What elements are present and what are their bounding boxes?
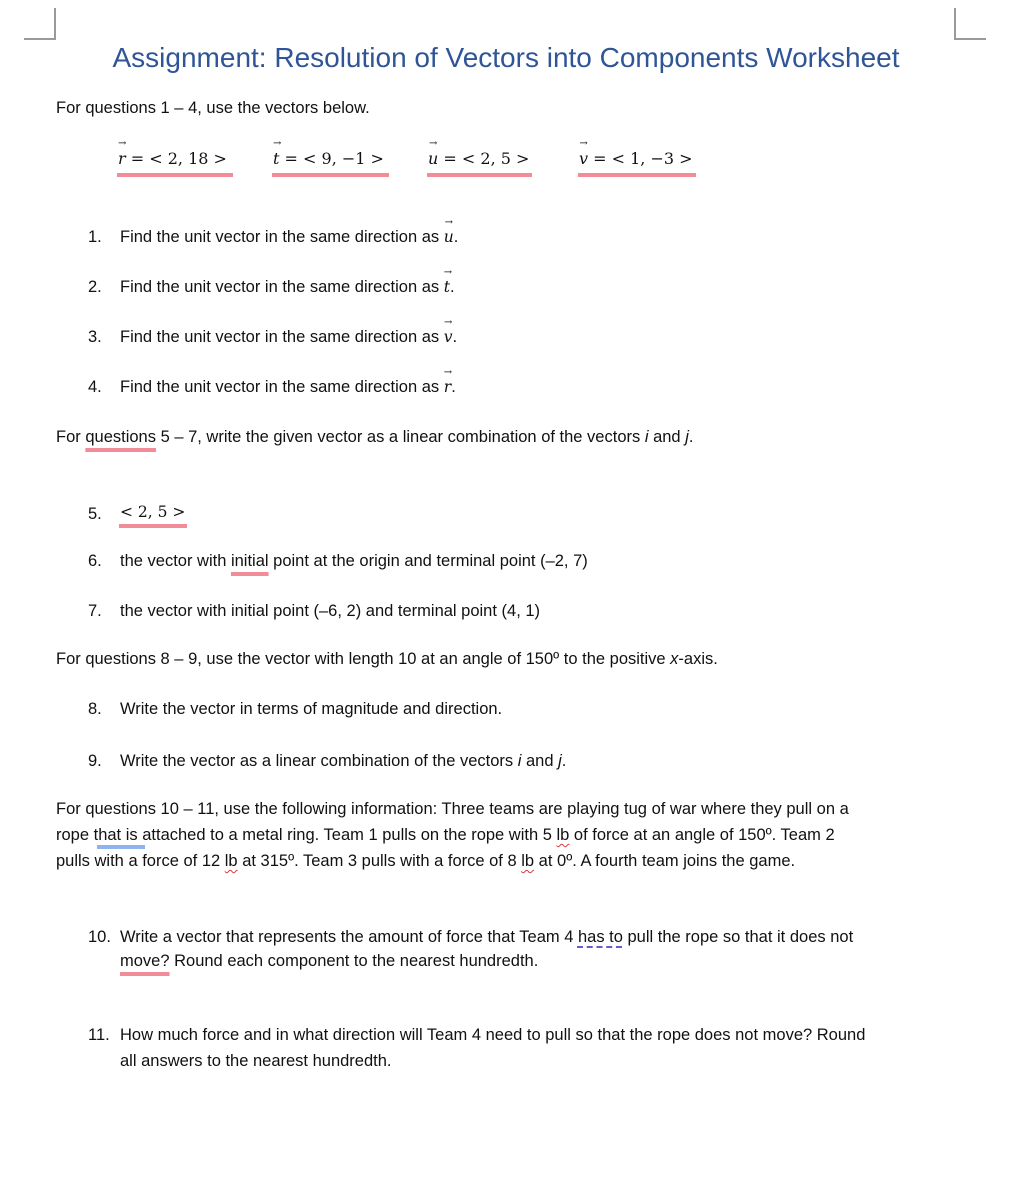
intro-5-7-i: i	[644, 428, 649, 446]
spellcheck-word-lb: lb	[521, 852, 535, 870]
spellcheck-underline	[272, 173, 389, 177]
question-1-label: Find the unit vector in the same direction as	[120, 228, 440, 246]
question-1-text	[120, 228, 458, 247]
question-3-vector: → v	[444, 328, 453, 346]
vector-r	[118, 149, 227, 168]
question-3-text	[120, 328, 457, 347]
intro-8-9-after: -axis.	[678, 650, 718, 668]
instructions-questions-10-11-line-1: For questions 10 – 11, use the following information: Three teams are playing tug of war where they pull on a	[56, 800, 849, 818]
question-1-period: .	[453, 228, 459, 246]
question-6-text	[120, 552, 588, 571]
question-7-number: 7.	[88, 602, 102, 620]
question-9-j: j	[558, 752, 562, 770]
vector-u-value: = < 2, 5 >	[443, 149, 530, 168]
spellcheck-underline	[427, 173, 532, 177]
right-margin-corner-mark	[954, 8, 986, 40]
intro-10-11-l3-after: at 0º. A fourth team joins the game.	[534, 852, 796, 870]
question-1-number: 1.	[88, 228, 102, 246]
question-1-vector: → u	[444, 228, 454, 246]
question-11-line-1: How much force and in what direction will Team 4 need to pull so that the rope does not move? Round	[120, 1026, 866, 1044]
question-9-and: and	[521, 752, 559, 770]
vector-u	[428, 149, 529, 168]
vector-v-value: = < 1, −3 >	[593, 149, 693, 168]
question-10-number: 10.	[88, 928, 111, 946]
question-5-number: 5.	[88, 505, 102, 523]
spellcheck-underline	[117, 173, 233, 177]
question-4-period: .	[451, 378, 456, 396]
grammar-phrase-that-is: that is	[93, 826, 138, 844]
vector-r-name: → r	[118, 149, 126, 168]
instructions-questions-10-11-line-3	[56, 852, 795, 871]
question-8-text: Write the vector in terms of magnitude and direction.	[120, 700, 503, 718]
question-10-l1-before: Write a vector that represents the amount of force that Team 4	[120, 928, 578, 946]
page-title: Assignment: Resolution of Vectors into Components Worksheet	[112, 42, 900, 73]
intro-5-7-before: For	[56, 428, 86, 446]
question-9-text	[120, 752, 566, 771]
question-6-after: point at the origin and terminal point (–2, 7)	[268, 552, 588, 570]
instructions-questions-10-11-line-2	[56, 826, 835, 845]
question-3-number: 3.	[88, 328, 102, 346]
question-6-number: 6.	[88, 552, 102, 570]
spellcheck-word-lb: lb	[224, 852, 238, 870]
question-7-text: the vector with initial point (–6, 2) and terminal point (4, 1)	[120, 602, 541, 620]
question-10-line-2	[120, 952, 538, 971]
intro-10-11-l3-mid: at 315º. Team 3 pulls with a force of 8	[237, 852, 522, 870]
spellcheck-word-questions: questions	[85, 428, 156, 446]
intro-10-11-l3-before: pulls with a force of 12	[56, 852, 225, 870]
question-9-label: Write the vector as a linear combination of the vectors	[120, 752, 518, 770]
question-3-period: .	[452, 328, 458, 346]
question-9-period: .	[561, 752, 567, 770]
spellcheck-word-move: move?	[120, 952, 170, 970]
intro-10-11-l2-before: rope	[56, 826, 94, 844]
intro-5-7-j: j	[685, 428, 689, 446]
vector-v	[579, 149, 693, 168]
question-10-l2-after: Round each component to the nearest hundredth.	[169, 952, 539, 970]
vector-v-name: → v	[579, 149, 588, 168]
question-5-text: < 2, 5 >	[120, 503, 186, 521]
spellcheck-underline	[119, 524, 187, 528]
question-10-l1-after: pull the rope so that it does not	[622, 928, 854, 946]
left-margin-corner-mark	[24, 8, 56, 40]
intro-5-7-and: and	[648, 428, 686, 446]
intro-5-7-after: 5 – 7, write the given vector as a linear combination of the vectors	[155, 428, 645, 446]
vector-t-value: = < 9, −1 >	[284, 149, 384, 168]
question-4-number: 4.	[88, 378, 102, 396]
vector-u-name: → u	[428, 149, 438, 168]
question-9-i: i	[517, 752, 522, 770]
question-8-number: 8.	[88, 700, 102, 718]
instructions-questions-1-4: For questions 1 – 4, use the vectors below.	[56, 99, 370, 117]
intro-10-11-l2-after: of force at an angle of 150º. Team 2	[569, 826, 835, 844]
vector-t	[273, 149, 384, 168]
question-4-vector: → r	[444, 378, 451, 396]
question-11-line-2: all answers to the nearest hundredth.	[120, 1052, 392, 1070]
vector-t-name: → t	[273, 149, 279, 168]
question-11-number: 11.	[88, 1026, 110, 1044]
grammar-underline	[97, 845, 145, 849]
instructions-questions-8-9	[56, 650, 718, 669]
question-2-period: .	[450, 278, 455, 296]
intro-5-7-period: .	[688, 428, 694, 446]
question-4-text	[120, 378, 456, 397]
question-2-vector: → t	[444, 278, 450, 296]
question-2-number: 2.	[88, 278, 102, 296]
spellcheck-word-initial: initial	[230, 552, 269, 570]
question-2-text	[120, 278, 455, 297]
question-4-label: Find the unit vector in the same direction as	[120, 378, 440, 396]
intro-10-11-l2-mid: attached to a metal ring. Team 1 pulls on the rope with 5	[137, 826, 557, 844]
instructions-questions-5-7	[56, 428, 693, 447]
grammar-phrase-has-to: has to	[577, 928, 623, 946]
question-3-label: Find the unit vector in the same direction as	[120, 328, 440, 346]
question-9-number: 9.	[88, 752, 102, 770]
question-6-before: the vector with	[120, 552, 231, 570]
spellcheck-underline	[578, 173, 696, 177]
vector-r-value: = < 2, 18 >	[130, 149, 227, 168]
spellcheck-word-lb: lb	[556, 826, 570, 844]
question-10-line-1	[120, 928, 853, 947]
intro-8-9-before: For questions 8 – 9, use the vector with length 10 at an angle of 150º to the positive	[56, 650, 671, 668]
intro-8-9-x: x	[670, 650, 679, 668]
question-2-label: Find the unit vector in the same direction as	[120, 278, 440, 296]
